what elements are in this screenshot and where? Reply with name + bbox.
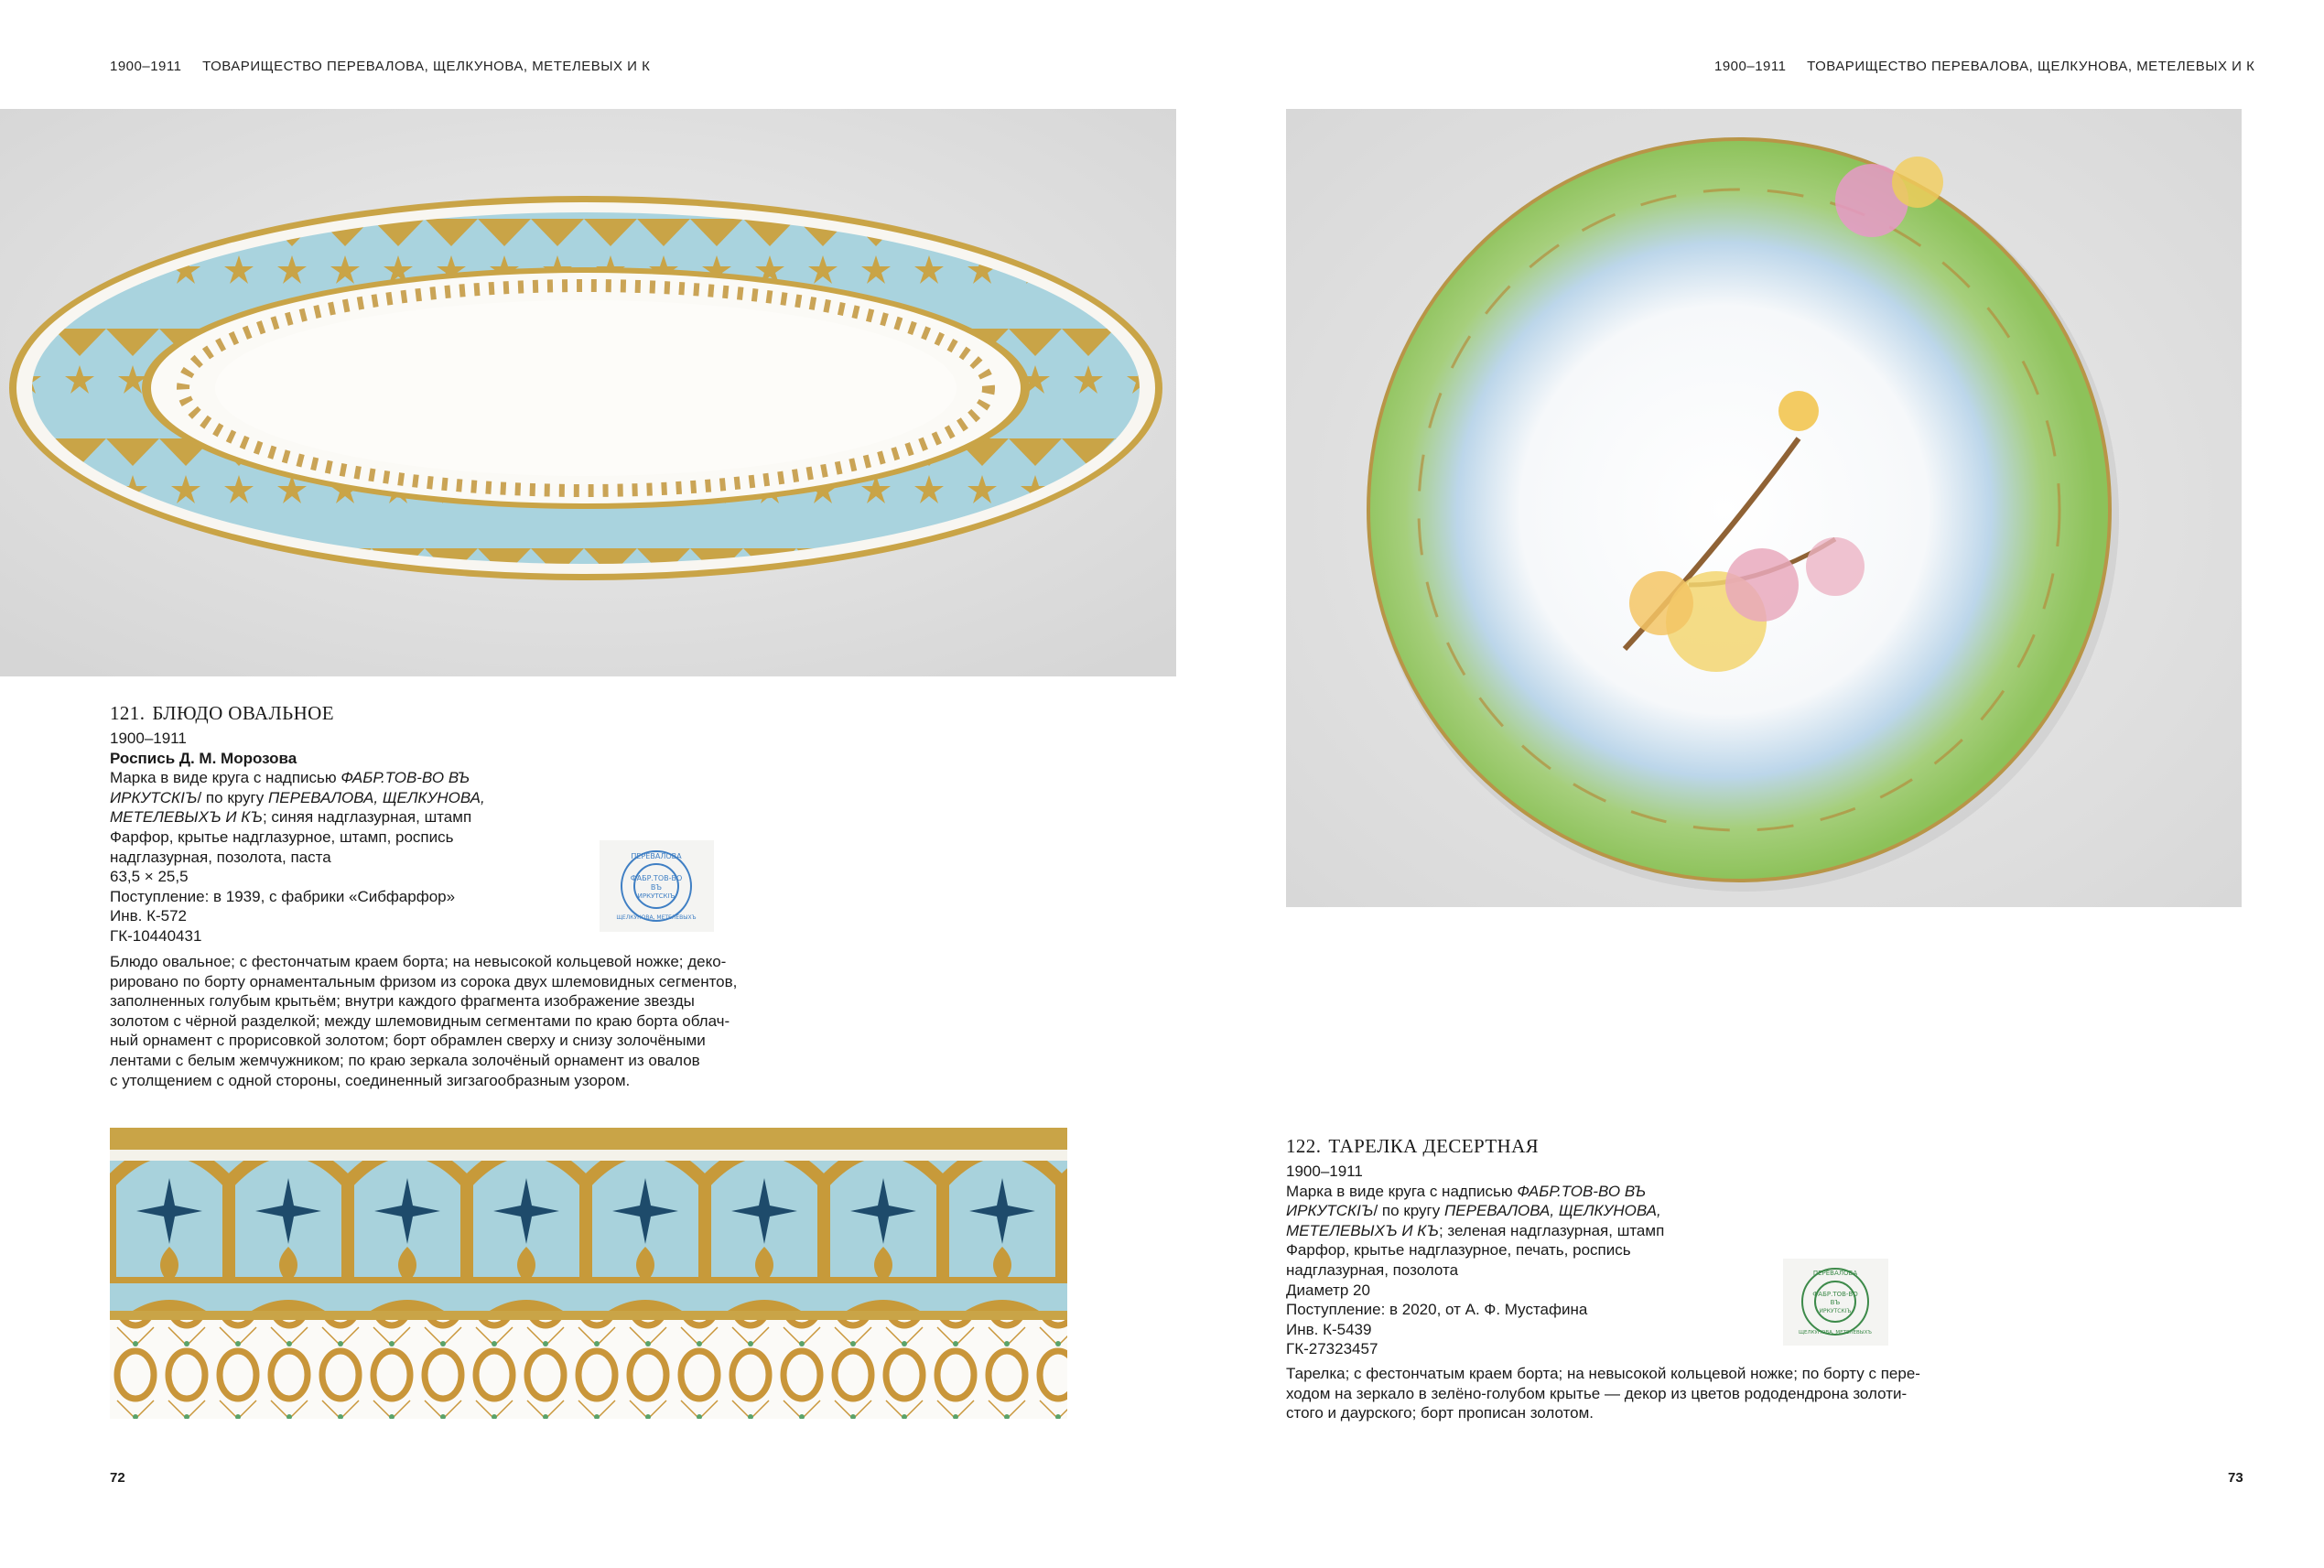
page-number-left: 72 [110, 1470, 125, 1486]
stamp-text-top: ПЕРЕВАЛОВА [631, 852, 682, 860]
item-gk-number: ГК-10440431 [110, 926, 202, 945]
item-material-line-2: надглазурная, позолота, паста [110, 848, 331, 866]
dessert-plate-photo [1286, 109, 2242, 907]
description-line: заполненных голубым крытьём; внутри каждого фрагмента изображение звезды [110, 992, 695, 1011]
item-date: 1900–1911 [110, 730, 187, 747]
running-head-title: ТОВАРИЩЕСТВО ПЕРЕВАЛОВА, ЩЕЛКУНОВА, МЕТЕЛЕВЫХ И К [202, 59, 651, 74]
running-head-right [1714, 59, 2254, 74]
oval-dish-photo [0, 109, 1176, 676]
item-material-line-1: Фарфор, крытье надглазурное, штамп, роспись [110, 827, 454, 846]
item-number: 121. [110, 702, 146, 724]
item-acquisition: Поступление: в 1939, с фабрики «Сибфарфор» [110, 887, 456, 905]
item-acquisition: Поступление: в 2020, от А. Ф. Мустафина [1286, 1301, 1588, 1319]
item-name: ТАРЕЛКА ДЕСЕРТНАЯ [1328, 1135, 1540, 1157]
item-inventory-number: Инв. К-572 [110, 907, 188, 925]
item-title [110, 701, 567, 725]
item-size: Диаметр 20 [1286, 1281, 1370, 1299]
item-mark-line-1: Марка в виде круга с надписью ФАБР.ТОВ-ВО ВЪ [1286, 1182, 1647, 1200]
page-number-right: 73 [2228, 1470, 2243, 1486]
description-line: Блюдо овальное; с фестончатым краем борта; на невысокой кольцевой ножке; деко- [110, 953, 727, 970]
item-number: 122. [1286, 1135, 1322, 1157]
stamp-text-mid3: ИРКУТСКIЪ [637, 892, 676, 900]
stamp-text-mid1: ФАБР.ТОВ-ВО [1812, 1291, 1858, 1298]
description-line: ный орнамент с прорисовкой золотом; борт обрамлен сверху и снизу золочёными [110, 1032, 706, 1050]
stamp-text-bottom: ЩЕЛКУНОВА, МЕТЕЛЕВЫХЪ [1798, 1330, 1873, 1336]
caption-item-121 [110, 701, 567, 946]
description-line: стого и даурского; борт прописан золотом. [1286, 1404, 1594, 1422]
running-head-years: 1900–1911 [110, 59, 182, 74]
item-gk-number: ГК-27323457 [1286, 1340, 1378, 1358]
factory-stamp-blue [600, 840, 714, 932]
description-line: лентами с белым жемчужником; по краю зеркала золочёный орнамент из овалов [110, 1051, 700, 1069]
stamp-text-mid1: ФАБР.ТОВ-ВО [630, 874, 683, 882]
description-line: рировано по борту орнаментальным фризом из сорока двух шлемовидных сегментов, [110, 972, 738, 990]
description-line: с утолщением с одной стороны, соединенный зигзагообразным узором. [110, 1071, 631, 1089]
caption-item-122 [1286, 1134, 1762, 1359]
description-line: золотом с чёрной разделкой; между шлемовидным сегментами по краю борта облач- [110, 1011, 730, 1030]
item-size: 63,5 × 25,5 [110, 868, 189, 886]
item-name: БЛЮДО ОВАЛЬНОЕ [152, 702, 334, 724]
item-inventory-number: Инв. К-5439 [1286, 1320, 1372, 1338]
running-head-years: 1900–1911 [1714, 59, 1787, 74]
stamp-text-mid3: ИРКУТСКIЪ [1819, 1308, 1852, 1314]
stamp-text-bottom: ЩЕЛКУНОВА, МЕТЕЛЕВЫХЪ [616, 914, 697, 921]
factory-stamp-green [1783, 1259, 1888, 1346]
running-head-left [110, 59, 650, 74]
description-item-122 [1286, 1364, 2009, 1423]
item-title [1286, 1134, 1762, 1158]
stamp-text-mid2: ВЪ [1830, 1299, 1841, 1306]
stamp-text-top: ПЕРЕВАЛОВА [1812, 1270, 1858, 1277]
description-item-121 [110, 952, 824, 1090]
item-mark-line-2: ИРКУТСКIЪ/ по кругу ПЕРЕВАЛОВА, ЩЕЛКУНОВА, [1286, 1202, 1661, 1220]
item-mark-line-2: ИРКУТСКIЪ/ по кругу ПЕРЕВАЛОВА, ЩЕЛКУНОВА, [110, 788, 485, 806]
item-material-line-1: Фарфор, крытье надглазурное, печать, роспись [1286, 1241, 1631, 1260]
item-date: 1900–1911 [1286, 1162, 1363, 1180]
item-mark-line-3: МЕТЕЛЕВЫХЪ И КЪ; синяя надглазурная, штамп [110, 808, 472, 827]
item-mark-line-1: Марка в виде круга с надписью ФАБР.ТОВ-ВО ВЪ [110, 769, 470, 787]
item-material-line-2: надглазурная, позолота [1286, 1260, 1459, 1279]
item-painter: Роспись Д. М. Морозова [110, 749, 297, 767]
description-line: ходом на зеркало в зелёно-голубом крытье — декор из цветов рододендрона золоти- [1286, 1384, 1908, 1402]
stamp-text-mid2: ВЪ [650, 883, 663, 892]
description-line: Тарелка; с фестончатым краем борта; на невысокой кольцевой ножке; по борту с пере- [1286, 1365, 1920, 1382]
dish-frieze-detail-photo [110, 1128, 1067, 1419]
running-head-title: ТОВАРИЩЕСТВО ПЕРЕВАЛОВА, ЩЕЛКУНОВА, МЕТЕЛЕВЫХ И К [1807, 59, 2255, 74]
item-mark-line-3: МЕТЕЛЕВЫХЪ И КЪ; зеленая надглазурная, штамп [1286, 1221, 1665, 1239]
